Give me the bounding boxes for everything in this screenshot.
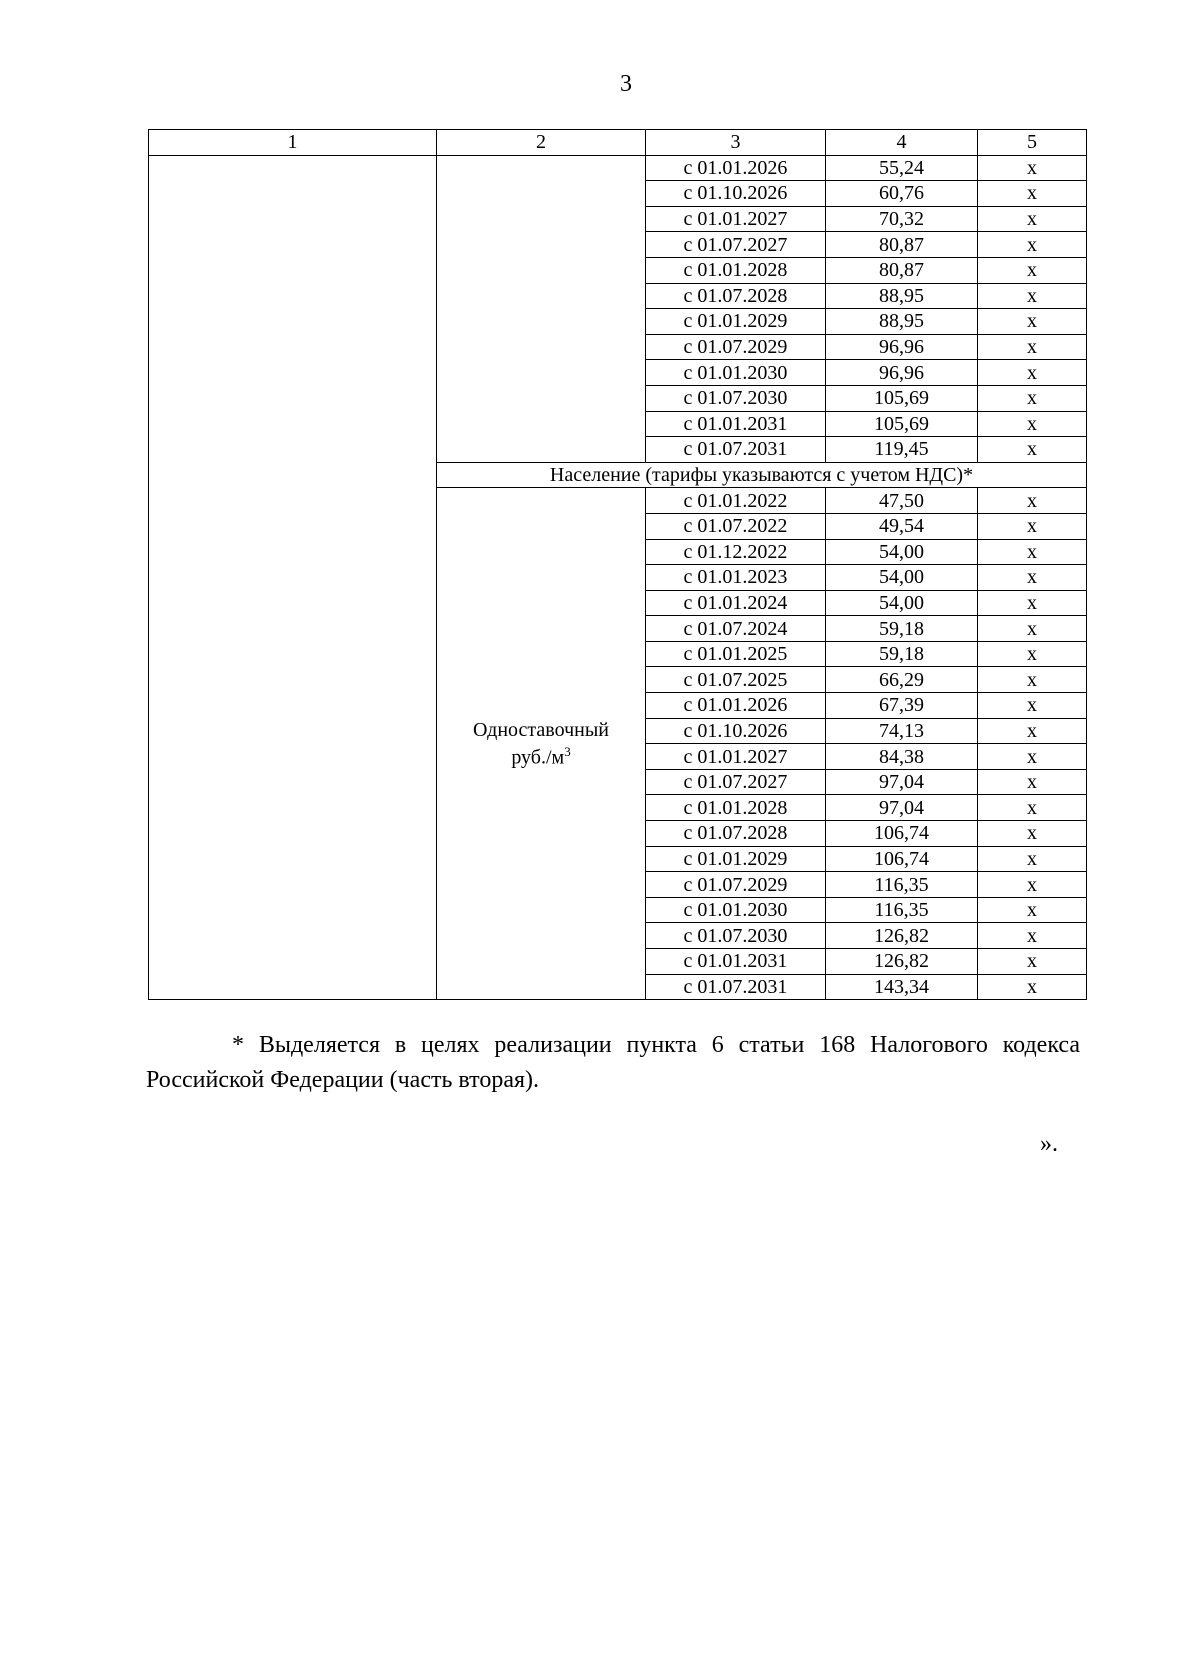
date-cell: с 01.07.2024	[646, 616, 826, 642]
date-cell: с 01.01.2030	[646, 897, 826, 923]
value-cell: 74,13	[826, 718, 978, 744]
date-cell: с 01.01.2026	[646, 693, 826, 719]
value-cell: 60,76	[826, 181, 978, 207]
date-cell: с 01.07.2030	[646, 385, 826, 411]
date-cell: с 01.01.2031	[646, 411, 826, 437]
mark-cell: х	[978, 641, 1087, 667]
date-cell: с 01.01.2026	[646, 155, 826, 181]
rate-unit-power: 3	[564, 743, 571, 759]
mark-cell: х	[978, 846, 1087, 872]
column2-merged-cell	[437, 155, 646, 462]
mark-cell: х	[978, 488, 1087, 514]
tariff-table	[148, 129, 1087, 1000]
value-cell: 59,18	[826, 641, 978, 667]
rate-name: Одноставочный	[473, 718, 609, 741]
date-cell: с 01.10.2026	[646, 718, 826, 744]
date-cell: с 01.07.2028	[646, 283, 826, 309]
rate-name-cell	[437, 488, 646, 1000]
date-cell: с 01.01.2028	[646, 257, 826, 283]
value-cell: 84,38	[826, 744, 978, 770]
value-cell: 80,87	[826, 232, 978, 258]
mark-cell: х	[978, 257, 1087, 283]
mark-cell: х	[978, 155, 1087, 181]
mark-cell: х	[978, 411, 1087, 437]
mark-cell: х	[978, 385, 1087, 411]
mark-cell: х	[978, 565, 1087, 591]
population-header: Население (тарифы указываются с учетом НДС)*	[437, 462, 1087, 488]
date-cell: с 01.07.2025	[646, 667, 826, 693]
value-cell: 80,87	[826, 257, 978, 283]
mark-cell: х	[978, 616, 1087, 642]
mark-cell: х	[978, 693, 1087, 719]
mark-cell: х	[978, 897, 1087, 923]
value-cell: 47,50	[826, 488, 978, 514]
date-cell: с 01.07.2022	[646, 513, 826, 539]
date-cell: с 01.01.2030	[646, 360, 826, 386]
rate-unit: руб./м	[511, 746, 565, 769]
mark-cell: х	[978, 872, 1087, 898]
closing-quote: ».	[1040, 1131, 1058, 1157]
mark-cell: х	[978, 539, 1087, 565]
value-cell: 143,34	[826, 974, 978, 1000]
column-number: 5	[978, 130, 1087, 156]
value-cell: 116,35	[826, 872, 978, 898]
value-cell: 105,69	[826, 385, 978, 411]
table-row	[149, 155, 1087, 181]
mark-cell: х	[978, 283, 1087, 309]
date-cell: с 01.07.2031	[646, 974, 826, 1000]
column-number: 4	[826, 130, 978, 156]
column-number-row	[149, 130, 1087, 156]
value-cell: 126,82	[826, 949, 978, 975]
mark-cell: х	[978, 744, 1087, 770]
date-cell: с 01.07.2027	[646, 232, 826, 258]
value-cell: 106,74	[826, 821, 978, 847]
mark-cell: х	[978, 795, 1087, 821]
date-cell: с 01.01.2029	[646, 309, 826, 335]
date-cell: с 01.01.2027	[646, 744, 826, 770]
value-cell: 70,32	[826, 206, 978, 232]
value-cell: 54,00	[826, 539, 978, 565]
value-cell: 96,96	[826, 360, 978, 386]
mark-cell: х	[978, 667, 1087, 693]
mark-cell: х	[978, 181, 1087, 207]
mark-cell: х	[978, 769, 1087, 795]
date-cell: с 01.01.2031	[646, 949, 826, 975]
mark-cell: х	[978, 949, 1087, 975]
date-cell: с 01.12.2022	[646, 539, 826, 565]
value-cell: 126,82	[826, 923, 978, 949]
mark-cell: х	[978, 718, 1087, 744]
date-cell: с 01.07.2029	[646, 334, 826, 360]
date-cell: с 01.01.2025	[646, 641, 826, 667]
date-cell: с 01.01.2029	[646, 846, 826, 872]
mark-cell: х	[978, 437, 1087, 463]
date-cell: с 01.01.2022	[646, 488, 826, 514]
value-cell: 66,29	[826, 667, 978, 693]
value-cell: 67,39	[826, 693, 978, 719]
value-cell: 97,04	[826, 795, 978, 821]
value-cell: 116,35	[826, 897, 978, 923]
column-number: 1	[149, 130, 437, 156]
mark-cell: х	[978, 974, 1087, 1000]
date-cell: с 01.07.2030	[646, 923, 826, 949]
date-cell: с 01.07.2028	[646, 821, 826, 847]
value-cell: 88,95	[826, 283, 978, 309]
date-cell: с 01.01.2027	[646, 206, 826, 232]
date-cell: с 01.01.2028	[646, 795, 826, 821]
mark-cell: х	[978, 821, 1087, 847]
page-number: 3	[620, 71, 632, 97]
mark-cell: х	[978, 360, 1087, 386]
value-cell: 54,00	[826, 565, 978, 591]
date-cell: с 01.01.2023	[646, 565, 826, 591]
value-cell: 49,54	[826, 513, 978, 539]
date-cell: с 01.07.2027	[646, 769, 826, 795]
mark-cell: х	[978, 309, 1087, 335]
column-number: 2	[437, 130, 646, 156]
table-body	[149, 155, 1087, 1000]
mark-cell: х	[978, 206, 1087, 232]
value-cell: 119,45	[826, 437, 978, 463]
date-cell: с 01.07.2029	[646, 872, 826, 898]
column-number: 3	[646, 130, 826, 156]
date-cell: с 01.07.2031	[646, 437, 826, 463]
mark-cell: х	[978, 923, 1087, 949]
value-cell: 55,24	[826, 155, 978, 181]
mark-cell: х	[978, 334, 1087, 360]
mark-cell: х	[978, 232, 1087, 258]
column1-merged-cell	[149, 155, 437, 1000]
value-cell: 106,74	[826, 846, 978, 872]
date-cell: с 01.10.2026	[646, 181, 826, 207]
value-cell: 96,96	[826, 334, 978, 360]
value-cell: 88,95	[826, 309, 978, 335]
date-cell: с 01.01.2024	[646, 590, 826, 616]
mark-cell: х	[978, 590, 1087, 616]
value-cell: 105,69	[826, 411, 978, 437]
value-cell: 97,04	[826, 769, 978, 795]
footnote: * Выделяется в целях реализации пункта 6 статьи 168 Налогового кодекса Российской Федерации (часть вторая).	[146, 1032, 1080, 1093]
value-cell: 59,18	[826, 616, 978, 642]
mark-cell: х	[978, 513, 1087, 539]
value-cell: 54,00	[826, 590, 978, 616]
